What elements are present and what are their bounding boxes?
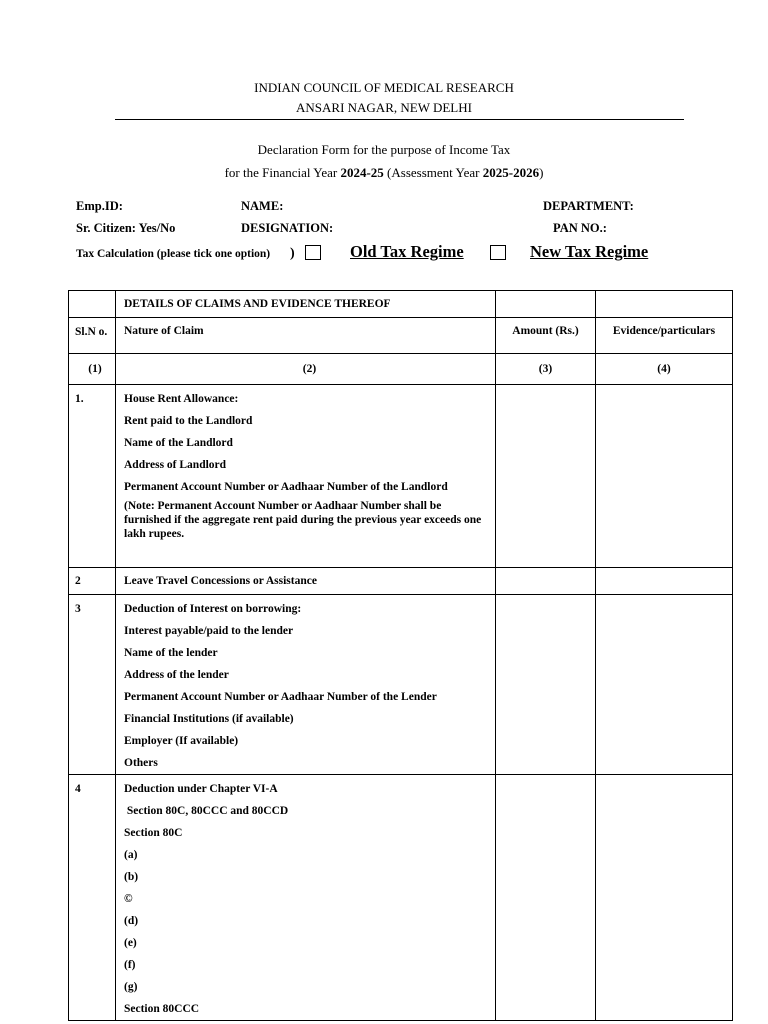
sl-text: 1. bbox=[75, 393, 84, 405]
evidence-cell[interactable] bbox=[596, 385, 733, 568]
claim-note: (Note: Permanent Account Number or Aadhaar Number shall be furnished if the aggregate rent paid during the previous year exceeds one lakh rupees. bbox=[124, 500, 482, 540]
claim-line: Deduction of Interest on borrowing: bbox=[124, 603, 302, 615]
table-title-cell bbox=[496, 291, 596, 318]
col-number: (4) bbox=[596, 354, 733, 385]
sl-text: 4 bbox=[75, 783, 81, 795]
evidence-cell[interactable] bbox=[596, 595, 733, 775]
col-number: (3) bbox=[496, 354, 596, 385]
claim-line: (d) bbox=[124, 915, 139, 927]
claim-line: Others bbox=[124, 757, 158, 769]
table-row bbox=[69, 595, 733, 775]
claim-line: Name of the lender bbox=[124, 647, 218, 659]
new-regime-label: New Tax Regime bbox=[530, 242, 649, 261]
organization-address: ANSARI NAGAR, NEW DELHI bbox=[296, 100, 472, 115]
col-header-amount: Amount (Rs.) bbox=[496, 318, 596, 354]
table-title-row bbox=[69, 291, 733, 318]
row-sl-number bbox=[69, 775, 116, 1021]
claim-line: Section 80C, 80CCC and 80CCD bbox=[124, 805, 289, 817]
claim-line: Address of Landlord bbox=[124, 459, 227, 471]
amount-cell[interactable] bbox=[496, 595, 596, 775]
claim-line: Employer (If available) bbox=[124, 735, 239, 747]
subtitle-mid: (Assessment Year bbox=[383, 165, 483, 180]
subtitle-prefix: for the Financial Year bbox=[224, 165, 341, 180]
table-column-numbers-row bbox=[69, 354, 733, 385]
claim-line: (b) bbox=[124, 871, 139, 883]
claim-cell bbox=[116, 595, 496, 775]
claim-line: Leave Travel Concessions or Assistance bbox=[116, 568, 496, 595]
organization-name: INDIAN COUNCIL OF MEDICAL RESEARCH bbox=[254, 80, 514, 95]
col-header-evidence: Evidence/particulars bbox=[596, 318, 733, 354]
subtitle-suffix: ) bbox=[539, 165, 544, 180]
old-regime-label: Old Tax Regime bbox=[350, 242, 464, 261]
claim-line: (e) bbox=[124, 937, 137, 949]
claim-line: Address of the lender bbox=[124, 669, 229, 681]
emp-id-label: Emp.ID: bbox=[76, 199, 123, 213]
financial-year: 2024-25 bbox=[340, 165, 384, 180]
row-sl-number: 2 bbox=[69, 568, 116, 595]
evidence-cell[interactable] bbox=[596, 775, 733, 1021]
amount-cell[interactable] bbox=[496, 775, 596, 1021]
claim-line: House Rent Allowance: bbox=[124, 393, 239, 405]
assessment-year: 2025-2026 bbox=[482, 165, 540, 180]
claim-line: Interest payable/paid to the lender bbox=[124, 625, 294, 637]
table-row bbox=[69, 568, 733, 595]
table-title-cell bbox=[596, 291, 733, 318]
form-subtitle bbox=[0, 165, 768, 181]
table-row bbox=[69, 775, 733, 1021]
col-number: (1) bbox=[69, 354, 116, 385]
claim-cell bbox=[116, 385, 496, 568]
claim-line: Section 80CCC bbox=[124, 1003, 200, 1015]
header-divider bbox=[115, 119, 684, 120]
claim-line: Deduction under Chapter VI-A bbox=[124, 783, 278, 795]
sr-citizen-label: Sr. Citizen: Yes/No bbox=[76, 221, 176, 235]
form-title: Declaration Form for the purpose of Income Tax bbox=[257, 142, 511, 157]
tax-option-prompt: Tax Calculation (please tick one option) bbox=[76, 248, 271, 260]
claim-line: Name of the Landlord bbox=[124, 437, 233, 449]
col-header-nature: Nature of Claim bbox=[116, 318, 496, 354]
claim-cell bbox=[116, 775, 496, 1021]
old-regime-checkbox[interactable] bbox=[305, 245, 321, 260]
pan-no-label: PAN NO.: bbox=[553, 221, 607, 235]
evidence-cell[interactable] bbox=[596, 568, 733, 595]
table-header-row bbox=[69, 318, 733, 354]
claim-line: Permanent Account Number or Aadhaar Number of the Lender bbox=[124, 691, 437, 703]
claim-line: © bbox=[124, 893, 133, 905]
tax-option-paren: ) bbox=[290, 246, 295, 261]
designation-label: DESIGNATION: bbox=[241, 221, 334, 235]
claim-line: (f) bbox=[124, 959, 136, 971]
name-label: NAME: bbox=[241, 199, 284, 213]
claim-line: Rent paid to the Landlord bbox=[124, 415, 253, 427]
department-label: DEPARTMENT: bbox=[543, 199, 634, 213]
table-heading: DETAILS OF CLAIMS AND EVIDENCE THEREOF bbox=[116, 291, 496, 318]
claims-table bbox=[68, 290, 733, 1021]
table-title-spacer bbox=[69, 291, 116, 318]
claim-line: Permanent Account Number or Aadhaar Number of the Landlord bbox=[124, 481, 448, 493]
table-row bbox=[69, 385, 733, 568]
claim-line: Section 80C bbox=[124, 827, 183, 839]
claim-line: (g) bbox=[124, 981, 138, 993]
claim-line: (a) bbox=[124, 849, 138, 861]
row-sl-number bbox=[69, 385, 116, 568]
claim-line: Financial Institutions (if available) bbox=[124, 713, 294, 725]
tax-option-row bbox=[76, 242, 716, 264]
col-number: (2) bbox=[116, 354, 496, 385]
sl-text: 3 bbox=[75, 603, 81, 615]
amount-cell[interactable] bbox=[496, 568, 596, 595]
col-header-sl: Sl.N o. bbox=[69, 318, 116, 354]
amount-cell[interactable] bbox=[496, 385, 596, 568]
new-regime-checkbox[interactable] bbox=[490, 245, 506, 260]
row-sl-number bbox=[69, 595, 116, 775]
